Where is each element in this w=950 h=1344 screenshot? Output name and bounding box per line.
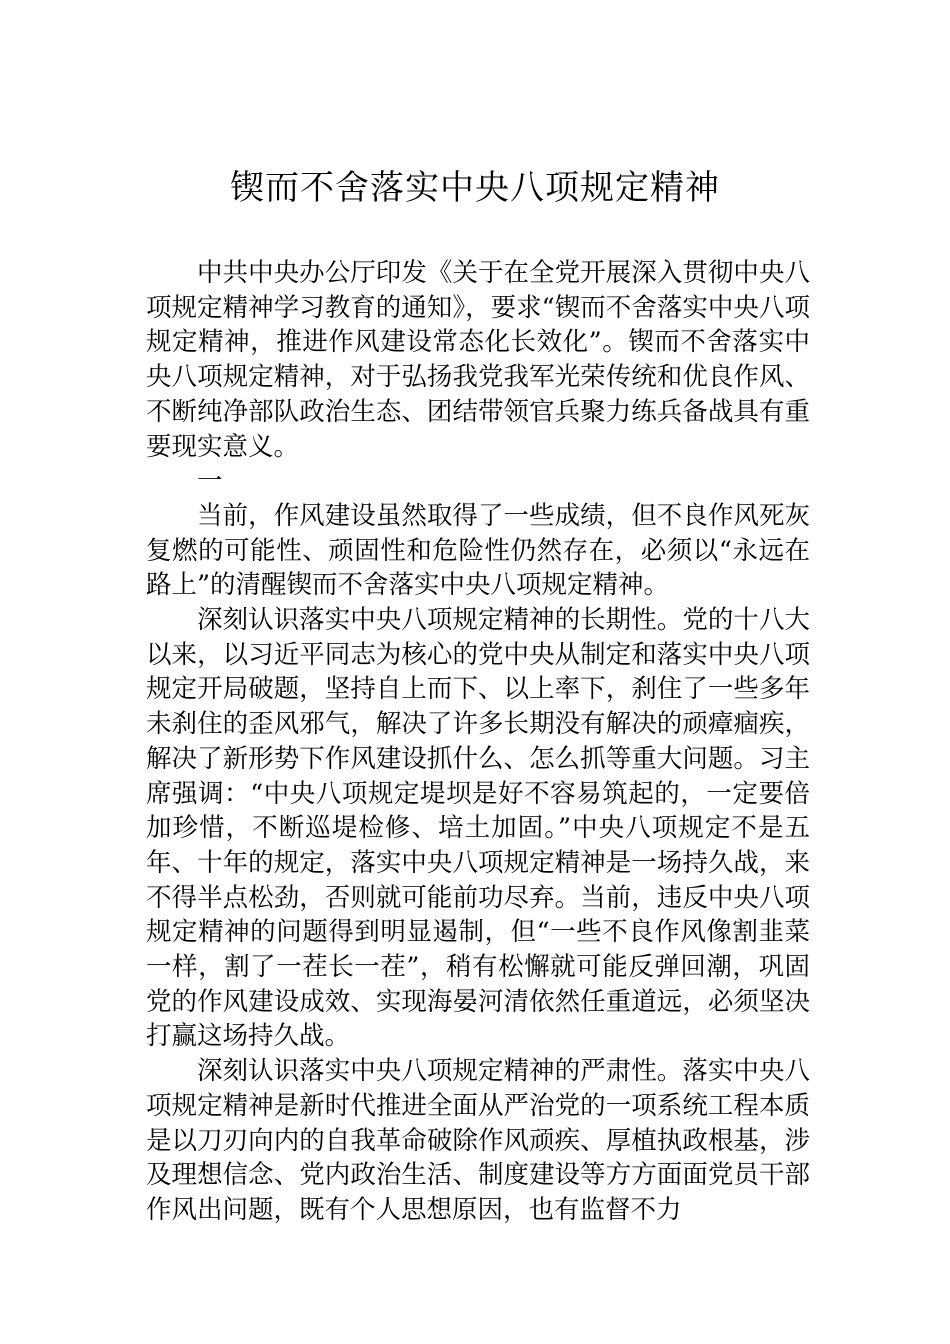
document-body bbox=[146, 256, 810, 1228]
document-title: 锲而不舍落实中央八项规定精神 bbox=[230, 168, 720, 208]
section-number: 一 bbox=[197, 466, 223, 497]
paragraph: 深刻认识落实中央八项规定精神的长期性。党的十八大以来，以习近平同志为核心的党中央从制定和落实中央八项规定开局破题，坚持自上而下、以上率下，刹住了一些多年未刹住的歪风邪气，解决了许多长期没有解决的顽瘴痼疾，解决了新形势下作风建设抓什么、怎么抓等重大问题。习主席强调：“中央八项规定堤坝是好不容易筑起的，一定要倍加珍惜，不断巡堤检修、培土加固。”中央八项规定不是五年、十年的规定，落实中央八项规定精神是一场持久战，来不得半点松劲，否则就可能前功尽弃。当前，违反中央八项规定精神的问题得到明显遏制，但“一些不良作风像割韭菜一样，割了一茬长一茬”，稍有松懈就可能反弹回潮，巩固党的作风建设成效、实现海晏河清依然任重道远，必须坚决打赢这场持久战。 bbox=[146, 605, 810, 1052]
paragraph: 深刻认识落实中央八项规定精神的严肃性。落实中央八项规定精神是新时代推进全面从严治党的一项系统工程本质是以刀刃向内的自我革命破除作风顽疾、厚植执政根基，涉及理想信念、党内政治生活、制度建设等方方面面党员干部作风出问题，既有个人思想原因，也有监督不力 bbox=[146, 1056, 810, 1225]
paragraph: 当前，作风建设虽然取得了一些成绩，但不良作风死灰复燃的可能性、顽固性和危险性仍然存在，必须以“永远在路上”的清醒锲而不舍落实中央八项规定精神。 bbox=[146, 500, 810, 601]
paragraph-intro: 中共中央办公厅印发《关于在全党开展深入贯彻中央八项规定精神学习教育的通知》，要求“锲而不舍落实中央八项规定精神，推进作风建设常态化长效化”。锲而不舍落实中央八项规定精神，对于弘扬我党我军光荣传统和优良作风、不断纯净部队政治生态、团结带领官兵聚力练兵备战具有重要现实意义。 bbox=[146, 258, 810, 462]
